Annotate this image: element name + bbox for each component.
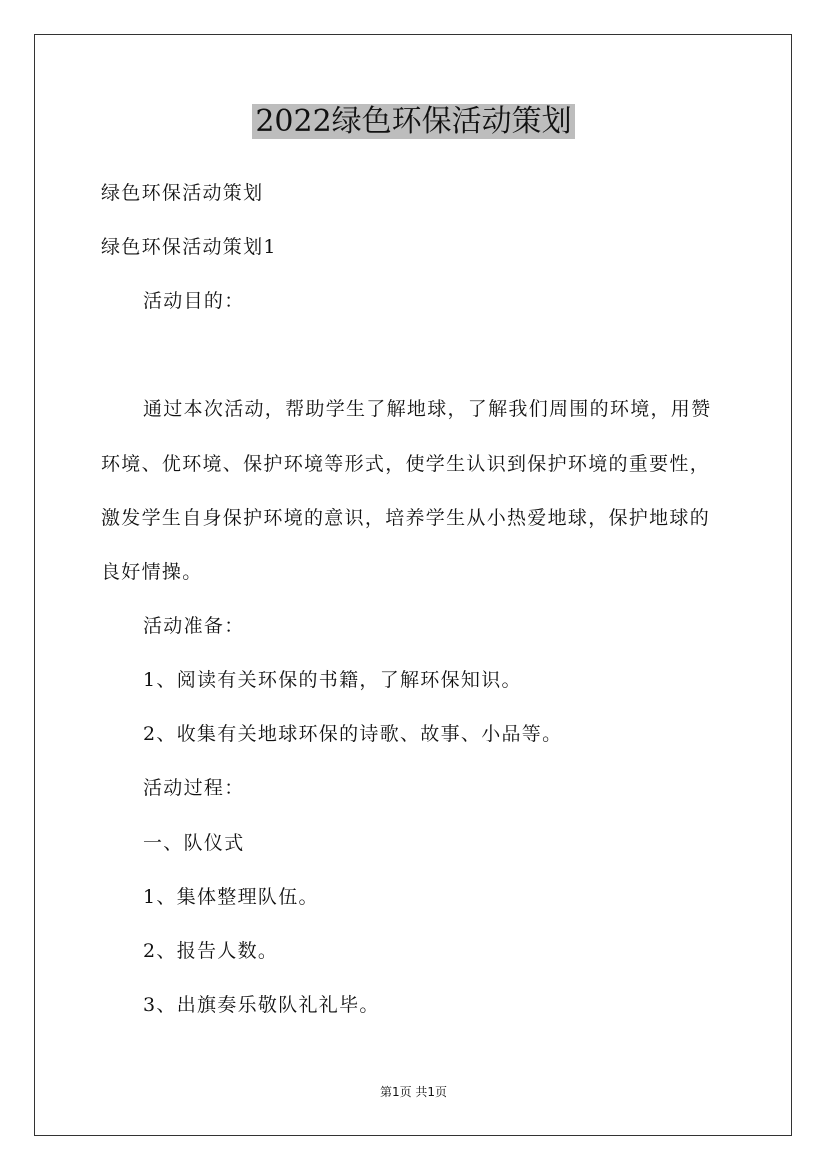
prep-heading: 活动准备： — [143, 615, 245, 637]
prep-item: 2、收集有关地球环保的诗歌、故事、小品等。 — [143, 723, 563, 745]
step-item: 1、集体整理队伍。 — [143, 886, 319, 908]
page-footer: 第1页 共1页 — [379, 1085, 448, 1099]
section-heading: 绿色环保活动策划1 — [101, 236, 277, 258]
purpose-paragraph-line: 激发学生自身保护环境的意识，培养学生从小热爱地球，保护地球的 — [101, 507, 711, 529]
title-text: 2022绿色环保活动策划 — [252, 104, 574, 139]
process-heading: 活动过程： — [143, 777, 245, 799]
purpose-paragraph-line: 通过本次活动，帮助学生了解地球，了解我们周围的环境，用赞 — [143, 398, 712, 420]
prep-item: 1、阅读有关环保的书籍，了解环保知识。 — [143, 669, 522, 691]
purpose-paragraph-line: 环境、优环境、保护环境等形式，使学生认识到保护环境的重要性， — [101, 453, 711, 475]
purpose-heading: 活动目的： — [143, 290, 245, 312]
step-item: 2、报告人数。 — [143, 940, 279, 962]
step-item: 3、出旗奏乐敬队礼礼毕。 — [143, 994, 380, 1016]
step-heading: 一、队仪式 — [143, 832, 245, 854]
subtitle: 绿色环保活动策划 — [101, 182, 264, 204]
purpose-paragraph-line: 良好情操。 — [101, 561, 203, 583]
document-title — [0, 100, 827, 144]
